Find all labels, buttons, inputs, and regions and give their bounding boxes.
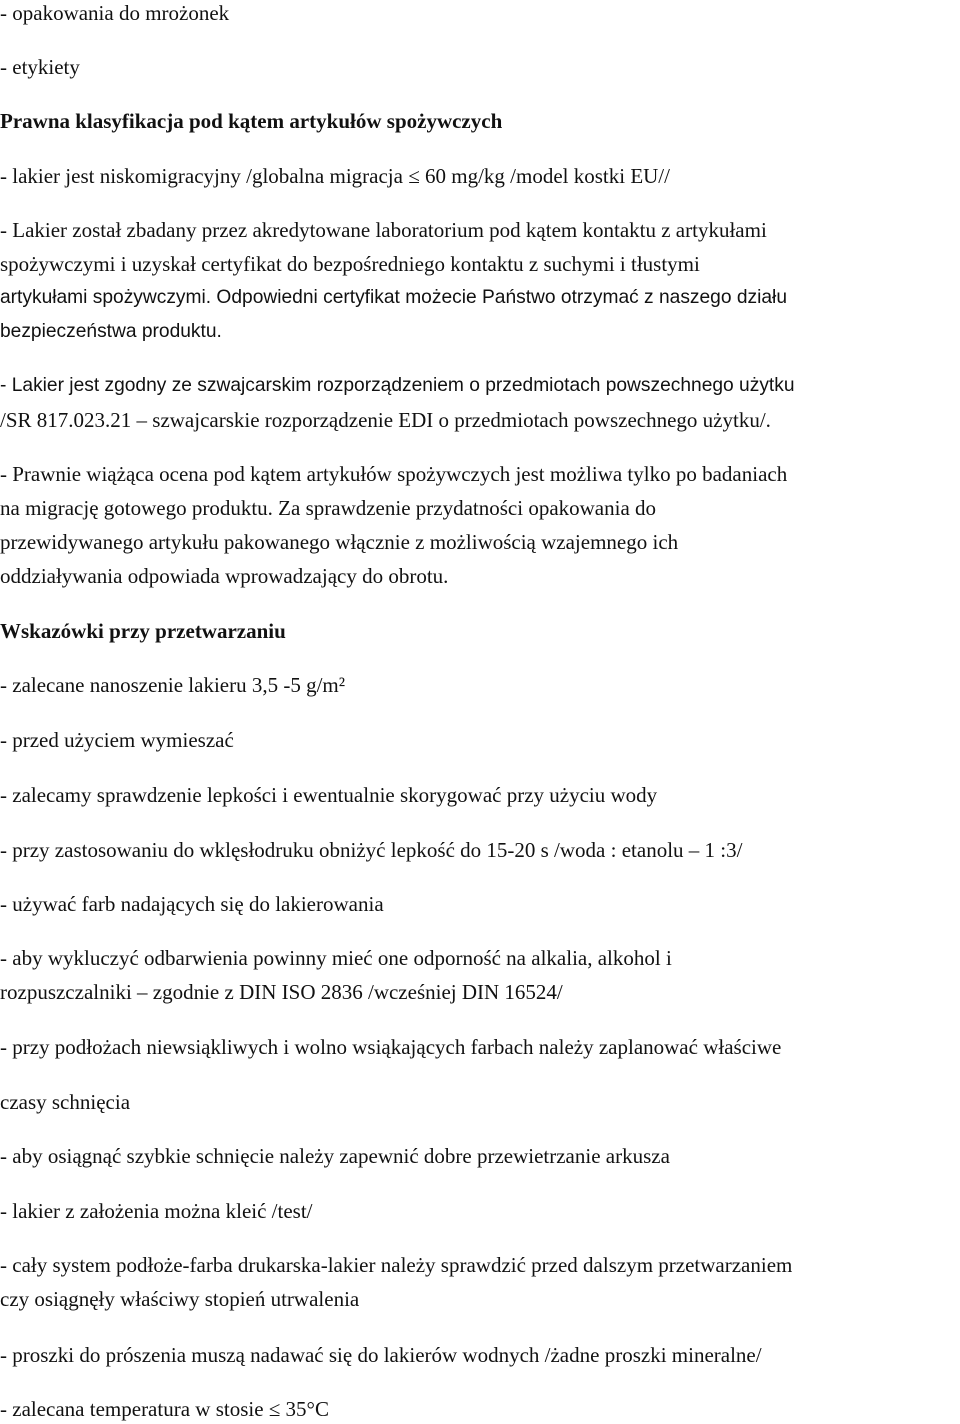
list-item: - używać farb nadających się do lakierowania (0, 892, 384, 916)
list-item: - cały system podłoże-farba drukarska-lakier należy sprawdzić przed dalszym przetwarzaniem (0, 1253, 793, 1277)
list-item: - aby osiągnąć szybkie schnięcie należy zapewnić dobre przewietrzanie arkusza (0, 1144, 670, 1168)
list-item: - zalecane nanoszenie lakieru 3,5 -5 g/m² (0, 673, 346, 697)
list-item: rozpuszczalniki – zgodnie z DIN ISO 2836 /wcześniej DIN 16524/ (0, 980, 563, 1004)
paragraph-line: - Lakier został zbadany przez akredytowane laboratorium pod kątem kontaktu z artykułami (0, 218, 767, 242)
list-item: - przed użyciem wymieszać (0, 728, 234, 752)
paragraph-line: - Lakier jest zgodny ze szwajcarskim rozporządzeniem o przedmiotach powszechnego użytku (0, 375, 795, 396)
bullet-frozen-packaging: - opakowania do mrożonek (0, 1, 230, 25)
paragraph-line: bezpieczeństwa produktu. (0, 321, 222, 342)
list-item: - przy podłożach niewsiąkliwych i wolno wsiąkających farbach należy zaplanować właściwe (0, 1035, 782, 1059)
list-item: - aby wykluczyć odbarwienia powinny mieć one odporność na alkalia, alkohol i (0, 946, 672, 970)
list-item: - zalecana temperatura w stosie ≤ 35°C (0, 1397, 329, 1421)
paragraph-line: oddziaływania odpowiada wprowadzający do obrotu. (0, 564, 449, 588)
list-item: - lakier z założenia można kleić /test/ (0, 1199, 313, 1223)
paragraph-line: spożywczymi i uzyskał certyfikat do bezpośredniego kontaktu z suchymi i tłustymi (0, 252, 700, 276)
section-heading-processing-tips: Wskazówki przy przetwarzaniu (0, 619, 286, 643)
list-item: czasy schnięcia (0, 1090, 131, 1114)
paragraph-line: artykułami spożywczymi. Odpowiedni certyfikat możecie Państwo otrzymać z naszego działu (0, 287, 787, 308)
list-item: - proszki do prószenia muszą nadawać się do lakierów wodnych /żadne proszki mineralne/ (0, 1343, 762, 1367)
list-item: - przy zastosowaniu do wklęsłodruku obniżyć lepkość do 15-20 s /woda : etanolu – 1 :3/ (0, 838, 743, 862)
section-heading-legal-classification: Prawna klasyfikacja pod kątem artykułów spożywczych (0, 109, 503, 133)
list-item: - zalecamy sprawdzenie lepkości i ewentualnie skorygować przy użyciu wody (0, 783, 658, 807)
paragraph-line: przewidywanego artykułu pakowanego włącznie z możliwością wzajemnego ich (0, 530, 679, 554)
list-item: czy osiągnęły właściwy stopień utrwalenia (0, 1287, 360, 1311)
bullet-labels: - etykiety (0, 55, 80, 79)
bullet-low-migration: - lakier jest niskomigracyjny /globalna migracja ≤ 60 mg/kg /model kostki EU// (0, 164, 670, 188)
paragraph-line: na migrację gotowego produktu. Za sprawdzenie przydatności opakowania do (0, 496, 657, 520)
paragraph-line: - Prawnie wiążąca ocena pod kątem artykułów spożywczych jest możliwa tylko po badaniach (0, 462, 788, 486)
paragraph-line: /SR 817.023.21 – szwajcarskie rozporządzenie EDI o przedmiotach powszechnego użytku/. (0, 408, 771, 432)
